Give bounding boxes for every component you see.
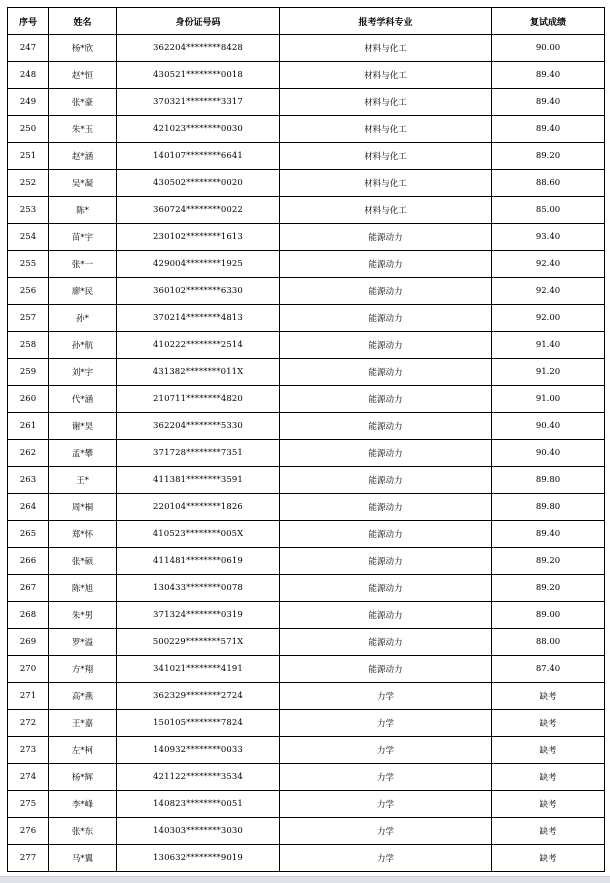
cell-score: 89.20 <box>492 143 605 170</box>
cell-score: 缺考 <box>492 818 605 845</box>
results-sheet <box>7 7 605 872</box>
cell-serial: 260 <box>8 386 49 413</box>
cell-score: 缺考 <box>492 764 605 791</box>
cell-serial: 269 <box>8 629 49 656</box>
cell-serial: 253 <box>8 197 49 224</box>
table-row <box>8 386 605 413</box>
cell-id-number: 371728********7351 <box>117 440 280 467</box>
cell-major: 材料与化工 <box>280 62 492 89</box>
cell-serial: 261 <box>8 413 49 440</box>
cell-score: 89.40 <box>492 521 605 548</box>
cell-major: 力学 <box>280 737 492 764</box>
cell-score: 91.40 <box>492 332 605 359</box>
table-row <box>8 764 605 791</box>
cell-serial: 271 <box>8 683 49 710</box>
header-serial: 序号 <box>8 8 49 35</box>
table-row <box>8 683 605 710</box>
cell-major: 能源动力 <box>280 656 492 683</box>
header-major: 报考学科专业 <box>280 8 492 35</box>
table-row <box>8 332 605 359</box>
cell-name: 张*东 <box>49 818 117 845</box>
cell-major: 能源动力 <box>280 413 492 440</box>
cell-name: 赵*恒 <box>49 62 117 89</box>
cell-name: 代*涵 <box>49 386 117 413</box>
cell-serial: 263 <box>8 467 49 494</box>
cell-score: 92.40 <box>492 251 605 278</box>
table-row <box>8 305 605 332</box>
cell-id-number: 230102********1613 <box>117 224 280 251</box>
cell-score: 缺考 <box>492 791 605 818</box>
table-row <box>8 467 605 494</box>
cell-id-number: 360102********6330 <box>117 278 280 305</box>
cell-score: 89.80 <box>492 494 605 521</box>
cell-score: 90.00 <box>492 35 605 62</box>
cell-major: 材料与化工 <box>280 170 492 197</box>
cell-serial: 272 <box>8 710 49 737</box>
cell-major: 力学 <box>280 845 492 872</box>
cell-major: 力学 <box>280 683 492 710</box>
cell-score: 89.40 <box>492 116 605 143</box>
cell-serial: 255 <box>8 251 49 278</box>
cell-score: 88.00 <box>492 629 605 656</box>
cell-serial: 268 <box>8 602 49 629</box>
cell-name: 张*豪 <box>49 89 117 116</box>
cell-major: 能源动力 <box>280 629 492 656</box>
cell-score: 91.00 <box>492 386 605 413</box>
cell-score: 93.40 <box>492 224 605 251</box>
cell-name: 陈*旭 <box>49 575 117 602</box>
cell-score: 92.00 <box>492 305 605 332</box>
cell-serial: 247 <box>8 35 49 62</box>
cell-serial: 257 <box>8 305 49 332</box>
cell-id-number: 411381********3591 <box>117 467 280 494</box>
cell-serial: 248 <box>8 62 49 89</box>
cell-id-number: 130433********0078 <box>117 575 280 602</box>
cell-major: 材料与化工 <box>280 116 492 143</box>
cell-id-number: 410523********005X <box>117 521 280 548</box>
cell-id-number: 370321********3317 <box>117 89 280 116</box>
cell-id-number: 140932********0033 <box>117 737 280 764</box>
cell-serial: 270 <box>8 656 49 683</box>
cell-score: 89.80 <box>492 467 605 494</box>
cell-major: 材料与化工 <box>280 89 492 116</box>
cell-serial: 264 <box>8 494 49 521</box>
cell-name: 王* <box>49 467 117 494</box>
cell-serial: 251 <box>8 143 49 170</box>
cell-score: 85.00 <box>492 197 605 224</box>
cell-name: 罗*溢 <box>49 629 117 656</box>
cell-major: 能源动力 <box>280 494 492 521</box>
table-row <box>8 629 605 656</box>
cell-name: 陈* <box>49 197 117 224</box>
cell-id-number: 430521********0018 <box>117 62 280 89</box>
table-row <box>8 413 605 440</box>
table-row <box>8 845 605 872</box>
cell-score: 缺考 <box>492 845 605 872</box>
cell-major: 能源动力 <box>280 278 492 305</box>
cell-id-number: 150105********7824 <box>117 710 280 737</box>
cell-id-number: 410222********2514 <box>117 332 280 359</box>
table-row <box>8 197 605 224</box>
cell-name: 朱*男 <box>49 602 117 629</box>
cell-serial: 259 <box>8 359 49 386</box>
cell-score: 89.40 <box>492 62 605 89</box>
cell-id-number: 360724********0022 <box>117 197 280 224</box>
cell-serial: 249 <box>8 89 49 116</box>
cell-score: 缺考 <box>492 737 605 764</box>
cell-score: 缺考 <box>492 683 605 710</box>
cell-serial: 252 <box>8 170 49 197</box>
cell-major: 能源动力 <box>280 548 492 575</box>
cell-serial: 262 <box>8 440 49 467</box>
cell-id-number: 362329********2724 <box>117 683 280 710</box>
cell-id-number: 210711********4820 <box>117 386 280 413</box>
header-id-number: 身份证号码 <box>117 8 280 35</box>
cell-serial: 277 <box>8 845 49 872</box>
table-row <box>8 656 605 683</box>
cell-id-number: 140823********0051 <box>117 791 280 818</box>
cell-name: 郑*怀 <box>49 521 117 548</box>
cell-serial: 266 <box>8 548 49 575</box>
cell-major: 能源动力 <box>280 359 492 386</box>
cell-major: 力学 <box>280 818 492 845</box>
cell-serial: 265 <box>8 521 49 548</box>
cell-score: 90.40 <box>492 440 605 467</box>
cell-name: 杨*欣 <box>49 35 117 62</box>
cell-name: 刘*宇 <box>49 359 117 386</box>
cell-score: 89.20 <box>492 575 605 602</box>
table-row <box>8 440 605 467</box>
cell-score: 87.40 <box>492 656 605 683</box>
cell-major: 能源动力 <box>280 386 492 413</box>
cell-score: 88.60 <box>492 170 605 197</box>
header-name: 姓名 <box>49 8 117 35</box>
cell-id-number: 370214********4813 <box>117 305 280 332</box>
cell-major: 能源动力 <box>280 575 492 602</box>
cell-id-number: 371324********0319 <box>117 602 280 629</box>
cell-name: 廖*民 <box>49 278 117 305</box>
table-row <box>8 170 605 197</box>
cell-major: 材料与化工 <box>280 35 492 62</box>
table-row <box>8 602 605 629</box>
table-row <box>8 251 605 278</box>
cell-id-number: 130632********9019 <box>117 845 280 872</box>
cell-id-number: 220104********1826 <box>117 494 280 521</box>
cell-id-number: 421023********0030 <box>117 116 280 143</box>
cell-id-number: 140303********3030 <box>117 818 280 845</box>
cell-name: 苗*宇 <box>49 224 117 251</box>
cell-major: 能源动力 <box>280 521 492 548</box>
cell-id-number: 362204********5330 <box>117 413 280 440</box>
cell-serial: 267 <box>8 575 49 602</box>
cell-name: 高*燕 <box>49 683 117 710</box>
cell-serial: 273 <box>8 737 49 764</box>
cell-name: 方*翔 <box>49 656 117 683</box>
cell-name: 孙* <box>49 305 117 332</box>
cell-name: 孟*攀 <box>49 440 117 467</box>
cell-score: 89.00 <box>492 602 605 629</box>
cell-name: 左*柯 <box>49 737 117 764</box>
cell-name: 马*翼 <box>49 845 117 872</box>
cell-id-number: 431382********011X <box>117 359 280 386</box>
table-row <box>8 494 605 521</box>
cell-major: 材料与化工 <box>280 143 492 170</box>
cell-id-number: 341021********4191 <box>117 656 280 683</box>
cell-score: 89.20 <box>492 548 605 575</box>
cell-major: 材料与化工 <box>280 197 492 224</box>
cell-serial: 254 <box>8 224 49 251</box>
cell-id-number: 429004********1925 <box>117 251 280 278</box>
cell-name: 赵*涵 <box>49 143 117 170</box>
cell-name: 张*硕 <box>49 548 117 575</box>
cell-name: 张*一 <box>49 251 117 278</box>
table-row <box>8 575 605 602</box>
cell-score: 91.20 <box>492 359 605 386</box>
table-row <box>8 710 605 737</box>
cell-major: 能源动力 <box>280 332 492 359</box>
cell-id-number: 500229********571X <box>117 629 280 656</box>
results-table <box>7 7 605 872</box>
cell-score: 缺考 <box>492 710 605 737</box>
cell-score: 89.40 <box>492 89 605 116</box>
cell-major: 能源动力 <box>280 467 492 494</box>
cell-name: 孙*航 <box>49 332 117 359</box>
table-row <box>8 62 605 89</box>
table-row <box>8 143 605 170</box>
cell-major: 能源动力 <box>280 305 492 332</box>
cell-name: 吴*凝 <box>49 170 117 197</box>
cell-id-number: 411481********0619 <box>117 548 280 575</box>
cell-major: 能源动力 <box>280 224 492 251</box>
cell-major: 能源动力 <box>280 251 492 278</box>
cell-serial: 250 <box>8 116 49 143</box>
cell-major: 能源动力 <box>280 602 492 629</box>
table-row <box>8 359 605 386</box>
table-row <box>8 521 605 548</box>
cell-major: 力学 <box>280 764 492 791</box>
cell-score: 90.40 <box>492 413 605 440</box>
cell-name: 周*桐 <box>49 494 117 521</box>
table-row <box>8 278 605 305</box>
cell-name: 谢*昊 <box>49 413 117 440</box>
cell-name: 李*峰 <box>49 791 117 818</box>
table-row <box>8 818 605 845</box>
cell-serial: 275 <box>8 791 49 818</box>
header-score: 复试成绩 <box>492 8 605 35</box>
table-row <box>8 224 605 251</box>
cell-id-number: 140107********6641 <box>117 143 280 170</box>
cell-name: 王*嘉 <box>49 710 117 737</box>
table-row <box>8 89 605 116</box>
table-row <box>8 116 605 143</box>
cell-name: 朱*玉 <box>49 116 117 143</box>
cell-serial: 276 <box>8 818 49 845</box>
cell-major: 能源动力 <box>280 440 492 467</box>
cell-score: 92.40 <box>492 278 605 305</box>
cell-id-number: 421122********3534 <box>117 764 280 791</box>
table-row <box>8 791 605 818</box>
table-row <box>8 737 605 764</box>
table-header-row <box>8 8 605 35</box>
table-row <box>8 548 605 575</box>
table-row <box>8 35 605 62</box>
cell-id-number: 362204********8428 <box>117 35 280 62</box>
cell-serial: 274 <box>8 764 49 791</box>
cell-serial: 258 <box>8 332 49 359</box>
cell-id-number: 430502********0020 <box>117 170 280 197</box>
cell-major: 力学 <box>280 710 492 737</box>
cell-serial: 256 <box>8 278 49 305</box>
table-body <box>8 35 605 872</box>
cell-major: 力学 <box>280 791 492 818</box>
cell-name: 杨*辉 <box>49 764 117 791</box>
